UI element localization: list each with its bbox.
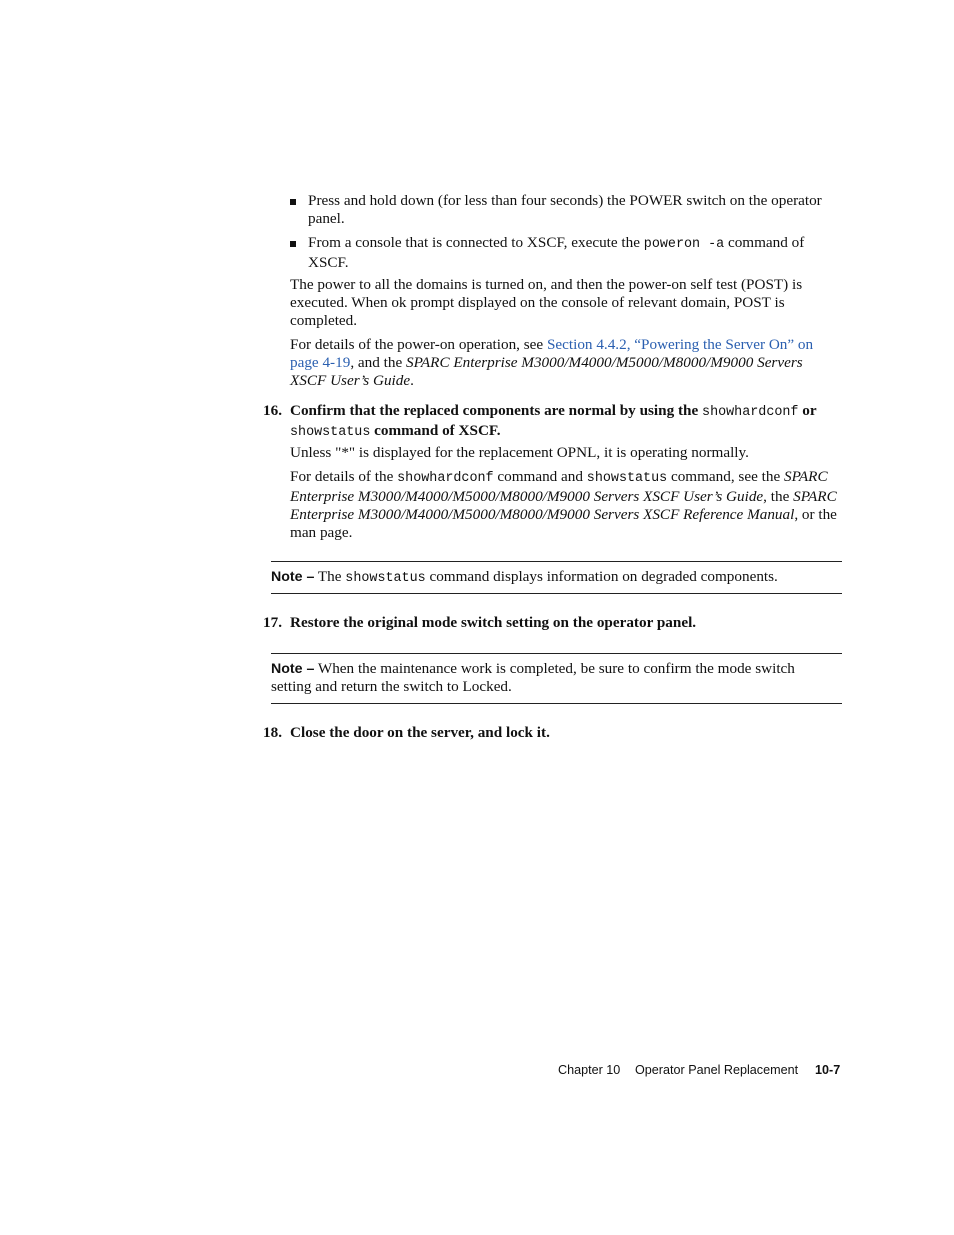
step-text: command of XSCF. xyxy=(370,422,501,439)
command-code: showstatus xyxy=(586,471,668,486)
step-number: 17. xyxy=(263,614,282,631)
paragraph-text-pre: For details of the power-on operation, see xyxy=(290,336,547,353)
paragraph-text: command, see the xyxy=(667,468,784,485)
bullet-item-console xyxy=(308,234,843,272)
book-title: SPARC Enterprise M3000/M4000/M5000/M8000/M9000 Servers XSCF Reference Manual xyxy=(290,488,837,523)
step-text: or xyxy=(798,402,817,419)
step-18-heading: Close the door on the server, and lock it. xyxy=(290,724,550,741)
note-rule-bottom xyxy=(271,703,842,704)
step-17-heading: Restore the original mode switch setting on the operator panel. xyxy=(290,614,697,631)
step-number: 16. xyxy=(263,402,282,419)
paragraph-details xyxy=(290,336,842,390)
command-code: showstatus xyxy=(290,425,371,440)
step-16-heading xyxy=(290,402,842,442)
note-text: The xyxy=(314,568,346,585)
paragraph-text: For details of the xyxy=(290,468,398,485)
book-title: SPARC Enterprise M3000/M4000/M5000/M8000/M9000 Servers XSCF User’s Guide xyxy=(290,354,803,389)
note-text: When the maintenance work is completed, be sure to confirm the mode switch setting and return the switch to Locked. xyxy=(271,660,795,695)
note-text: command displays information on degraded components. xyxy=(425,568,778,585)
note-label: Note – xyxy=(271,569,315,585)
paragraph-power-on xyxy=(290,276,842,330)
bullet-text-post: command of XSCF. xyxy=(308,234,805,271)
paragraph-text-post: . xyxy=(410,372,414,389)
step-text: Confirm that the replaced components are normal by using the xyxy=(290,402,703,419)
bullet-item-power-switch xyxy=(308,192,843,228)
step-number: 18. xyxy=(263,724,282,741)
paragraph-text: The power to all the domains is turned on, and then the power-on self test (POST) is executed. When ok prompt displayed on the console of relevant domain, POST is completed. xyxy=(290,276,803,329)
section-link[interactable]: Section 4.4.2, “Powering the Server On” on page 4-19 xyxy=(290,336,814,371)
footer-chapter: Chapter 10 xyxy=(558,1063,621,1077)
paragraph-text: , the xyxy=(763,488,794,505)
footer-title: Operator Panel Replacement xyxy=(635,1063,799,1077)
note-label: Note – xyxy=(271,661,315,677)
paragraph-text: Unless "*" is displayed for the replacement OPNL, it is operating normally. xyxy=(290,444,749,461)
command-code: showhardconf xyxy=(397,471,494,486)
paragraph-text: command and xyxy=(493,468,587,485)
paragraph-unless xyxy=(290,444,842,462)
bullet-marker xyxy=(290,241,296,247)
command-code: showhardconf xyxy=(702,405,799,420)
bullet-marker xyxy=(290,199,296,205)
bullet-text: Press and hold down (for less than four seconds) the POWER switch on the operator panel. xyxy=(308,192,822,227)
paragraph-text-mid: , and the xyxy=(350,354,406,371)
page-number: 10-7 xyxy=(815,1063,841,1077)
command-code: poweron -a xyxy=(643,237,725,252)
note-showstatus xyxy=(271,568,846,588)
note-rule-top xyxy=(271,561,842,562)
bullet-text-pre: From a console that is connected to XSCF, execute the xyxy=(308,234,644,251)
paragraph-text: , or the man page. xyxy=(290,506,837,541)
note-rule-bottom xyxy=(271,593,842,594)
paragraph-references xyxy=(290,468,842,542)
book-title: SPARC Enterprise M3000/M4000/M5000/M8000/M9000 Servers XSCF User’s Guide xyxy=(290,468,828,505)
note-mode-switch xyxy=(271,660,826,696)
command-code: showstatus xyxy=(345,571,426,586)
note-rule-top xyxy=(271,653,842,654)
